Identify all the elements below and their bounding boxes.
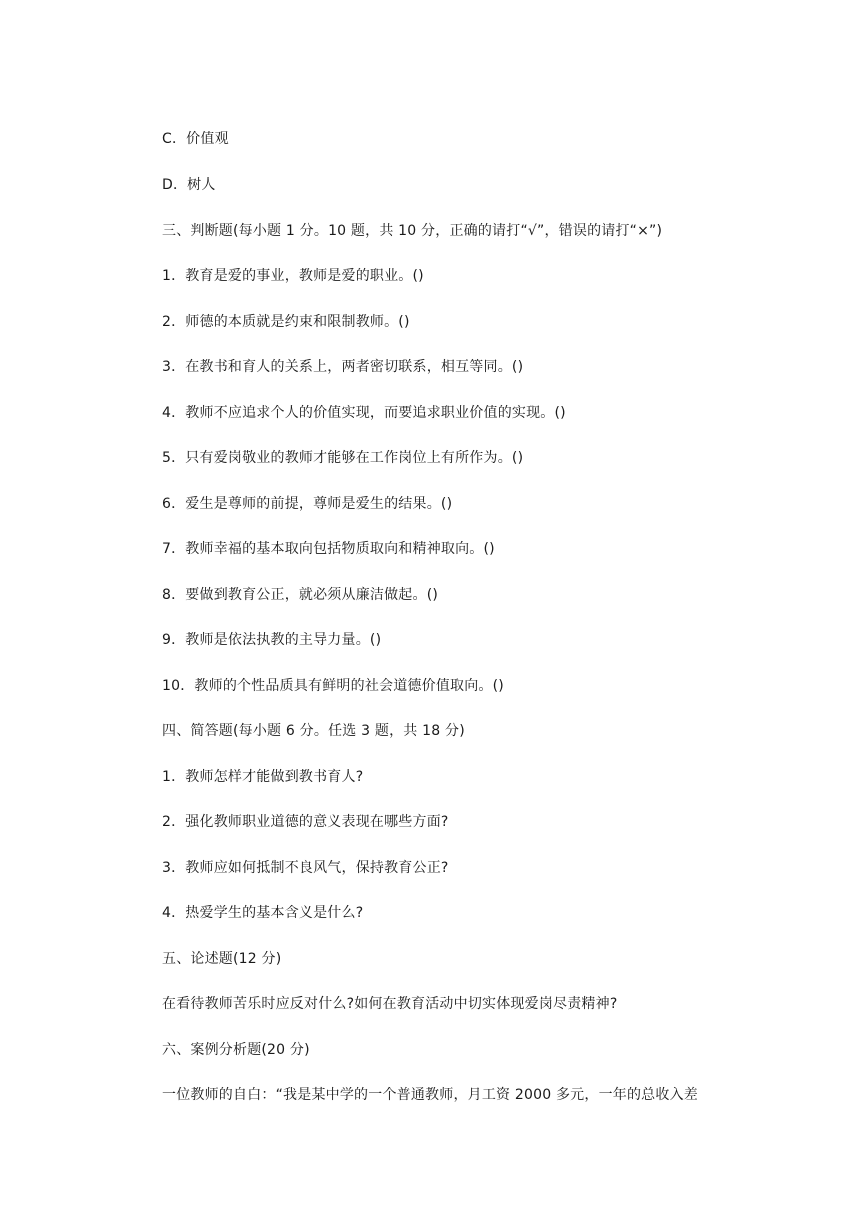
judgment-item-10: 10．教师的个性品质具有鲜明的社会道德价值取向。() — [162, 678, 504, 694]
judgment-item-5: 5．只有爱岗敬业的教师才能够在工作岗位上有所作为。() — [162, 450, 524, 466]
short-answer-item-1: 1．教师怎样才能做到教书育人? — [162, 769, 364, 785]
judgment-item-8: 8．要做到教育公正，就必须从廉洁做起。() — [162, 587, 439, 603]
short-answer-item-4: 4．热爱学生的基本含义是什么? — [162, 905, 364, 921]
judgment-item-3: 3．在教书和育人的关系上，两者密切联系，相互等同。() — [162, 359, 524, 375]
essay-question: 在看待教师苦乐时应反对什么?如何在教育活动中切实体现爱岗尽责精神? — [162, 996, 618, 1012]
judgment-item-9: 9．教师是依法执教的主导力量。() — [162, 632, 382, 648]
section-heading-judgment: 三、判断题(每小题 1 分。10 题，共 10 分，正确的请打“√”，错误的请打“×”) — [162, 223, 663, 239]
option-c: C．价值观 — [162, 131, 229, 147]
judgment-item-2: 2．师德的本质就是约束和限制教师。() — [162, 314, 410, 330]
section-heading-essay: 五、论述题(12 分) — [162, 951, 282, 967]
short-answer-item-2: 2．强化教师职业道德的意义表现在哪些方面? — [162, 814, 449, 830]
short-answer-item-3: 3．教师应如何抵制不良风气，保持教育公正? — [162, 860, 449, 876]
case-analysis-text: 一位教师的自白：“我是某中学的一个普通教师，月工资 2000 多元，一年的总收入差 — [162, 1087, 698, 1103]
judgment-item-4: 4．教师不应追求个人的价值实现，而要追求职业价值的实现。() — [162, 405, 566, 421]
option-d: D．树人 — [162, 177, 216, 193]
judgment-item-1: 1．教育是爱的事业，教师是爱的职业。() — [162, 268, 424, 284]
judgment-item-6: 6．爱生是尊师的前提，尊师是爱生的结果。() — [162, 496, 453, 512]
judgment-item-7: 7．教师幸福的基本取向包括物质取向和精神取向。() — [162, 541, 495, 557]
section-heading-short-answer: 四、简答题(每小题 6 分。任选 3 题，共 18 分) — [162, 723, 465, 739]
section-heading-case-analysis: 六、案例分析题(20 分) — [162, 1042, 310, 1058]
